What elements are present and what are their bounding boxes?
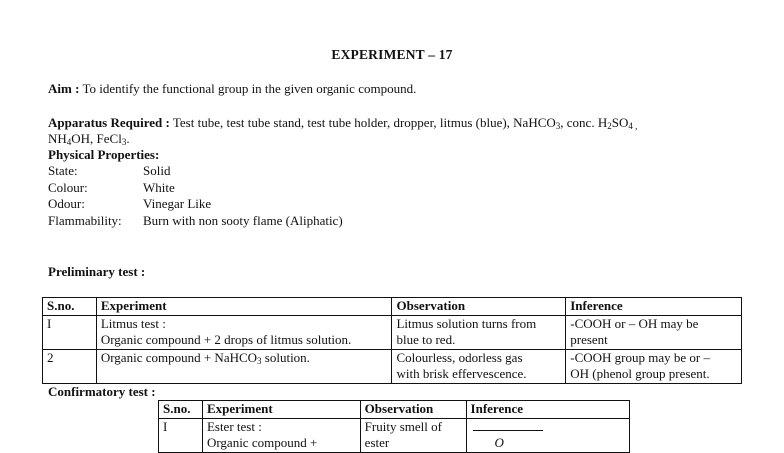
property-value: White [143, 179, 175, 195]
confirmatory-heading: Confirmatory test : [48, 384, 156, 399]
aim-label: Aim : [48, 81, 80, 96]
property-value: Burn with non sooty flame (Aliphatic) [143, 212, 343, 228]
cell-observation [392, 349, 566, 383]
cell-experiment [96, 349, 392, 383]
table-header-row [43, 298, 742, 316]
header-inference: Inference [466, 401, 629, 419]
apparatus-sub-1: 3 [555, 121, 561, 131]
cell-sub: 3 [257, 355, 262, 366]
preliminary-heading: Preliminary test : [48, 264, 146, 279]
property-key: Odour: [48, 196, 85, 211]
table-row [43, 349, 742, 383]
header-sno: S.no. [159, 401, 203, 419]
apparatus-l2-c: . [126, 131, 130, 146]
property-row [48, 213, 343, 230]
header-observation: Observation [360, 401, 466, 419]
header-sno: S.no. [43, 298, 97, 316]
cell-observation [360, 418, 466, 452]
apparatus-l2-a: NH [48, 131, 67, 146]
apparatus-l2-sub-1: 4 [66, 137, 72, 147]
cell-line: -COOH group may be or – [570, 349, 710, 365]
physical-properties-list [48, 163, 343, 229]
apparatus-sub-2: 2 [607, 121, 612, 131]
table-header-row [159, 401, 630, 419]
apparatus-line-2 [48, 131, 130, 148]
cell-line: -COOH or – OH may be [570, 315, 699, 331]
cell-line [471, 435, 625, 452]
cell-line: Colourless, odorless gas [396, 349, 523, 365]
cell-text: Organic compound + NaHCO [100, 349, 258, 365]
apparatus-text-a: Test tube, test tube stand, test tube holder, dropper, litmus (blue), NaHCO [172, 115, 556, 130]
page-title: EXPERIMENT – 17 [331, 47, 453, 62]
aim-line [48, 81, 416, 98]
property-row [48, 163, 343, 180]
cell-sno: I [159, 418, 203, 452]
cell-line: Fruity smell of [364, 418, 442, 434]
property-value: Vinegar Like [143, 196, 212, 211]
confirmatory-test-table [158, 400, 630, 453]
physical-heading: Physical Properties: [48, 147, 160, 162]
cell-line: Organic compound + [206, 435, 318, 450]
apparatus-l2-sub-2: 3 [121, 137, 127, 147]
cell-observation [392, 315, 566, 349]
cell-line: with brisk effervescence. [396, 366, 527, 381]
header-inference: Inference [566, 298, 742, 316]
property-row [48, 196, 343, 213]
header-experiment: Experiment [202, 401, 360, 419]
cell-line: ester [364, 435, 390, 450]
cell-inference [566, 349, 742, 383]
cell-line: Ester test : [206, 418, 262, 434]
apparatus-text-b: , conc. H [560, 115, 608, 130]
apparatus-line-1 [48, 115, 637, 132]
cell-line: Litmus test : [100, 315, 166, 331]
cell-line: OH (phenol group present. [570, 366, 710, 381]
property-key: Colour: [48, 179, 88, 195]
cell-text: solution. [261, 349, 310, 365]
cell-experiment [202, 418, 360, 452]
header-observation: Observation [392, 298, 566, 316]
cell-line [471, 419, 625, 436]
cell-sno: I [43, 315, 97, 349]
cell-line: Organic compound + 2 drops of litmus solution. [100, 332, 352, 347]
apparatus-text-c: SO [611, 115, 629, 130]
cell-inference [566, 315, 742, 349]
cell-inference [466, 418, 629, 452]
structure-oxygen-glyph: O [494, 435, 504, 450]
cell-experiment [96, 315, 392, 349]
preliminary-test-table [42, 297, 742, 384]
apparatus-sub-3: 4 , [628, 121, 638, 131]
cell-line: blue to red. [396, 332, 456, 347]
property-row [48, 180, 343, 197]
cell-line: present [570, 332, 608, 347]
cell-line: Litmus solution turns from [396, 315, 537, 331]
apparatus-label: Apparatus Required : [48, 115, 170, 130]
table-row [159, 418, 630, 452]
apparatus-l2-b: OH, FeCl [71, 131, 122, 146]
aim-text: To identify the functional group in the given organic compound. [82, 81, 417, 96]
cell-sno: 2 [43, 349, 97, 383]
property-key: State: [48, 163, 78, 178]
header-experiment: Experiment [96, 298, 392, 316]
property-key: Flammability: [48, 212, 122, 228]
property-value: Solid [143, 163, 171, 178]
table-row [43, 315, 742, 349]
structure-bond-line [473, 430, 543, 431]
